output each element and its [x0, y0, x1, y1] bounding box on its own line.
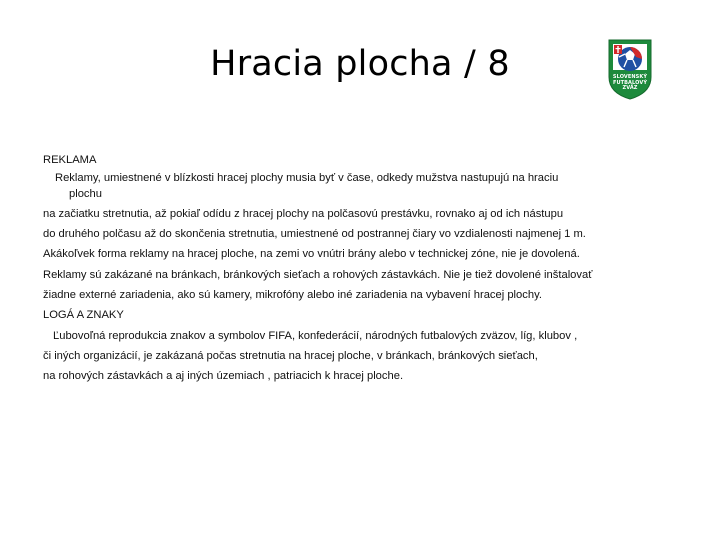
text-line: Akákoľvek forma reklamy na hracej ploche, na zemi vo vnútri brány alebo v technickej zóne, nie je dovolená.: [43, 248, 580, 261]
logo-text-line1: SLOVENSKÝ: [612, 74, 648, 80]
text-line: Reklamy sú zakázané na bránkach, bránkových sieťach a rohových zástavkách. Nie je tiež dovolené inštalovať: [43, 268, 593, 281]
sfz-logo: [606, 37, 654, 101]
slide-title: Hracia plocha / 8: [210, 44, 510, 84]
logo-text-line3: ZVÄZ: [622, 85, 638, 91]
text-line: plochu: [69, 187, 102, 200]
heading-reklama: REKLAMA: [43, 154, 97, 166]
text-line: na začiatku stretnutia, až pokiaľ odídu z hracej plochy na polčasovú prestávku, rovnako aj od ich nástupu: [43, 207, 564, 220]
slide-body: [43, 150, 688, 387]
text-line: žiadne externé zariadenia, ako sú kamery, mikrofóny alebo iné zariadenia na vybavení hracej plochy.: [43, 289, 542, 302]
text-line: Reklamy, umiestnené v blízkosti hracej plochy musia byť v čase, odkedy mužstva nastupujú na hraciu: [55, 172, 559, 185]
logo-text-line2: FUTBALOVÝ: [612, 79, 648, 86]
text-line: na rohových zástavkách a aj iných územiach , patriacich k hracej ploche.: [43, 370, 404, 383]
text-line: do druhého polčasu až do skončenia stretnutia, umiestnené od postrannej čiary vo vzdialenosti najmenej 1 m.: [43, 228, 586, 241]
heading-loga-a-znaky: LOGÁ A ZNAKY: [43, 309, 124, 322]
text-line: či iných organizácií, je zakázaná počas stretnutia na hracej ploche, v bránkach, bránkových sieťach,: [43, 349, 538, 362]
text-line: Ľubovoľná reprodukcia znakov a symbolov FIFA, konfederácií, národných futbalových zväzov, líg, klubov ,: [53, 329, 578, 342]
